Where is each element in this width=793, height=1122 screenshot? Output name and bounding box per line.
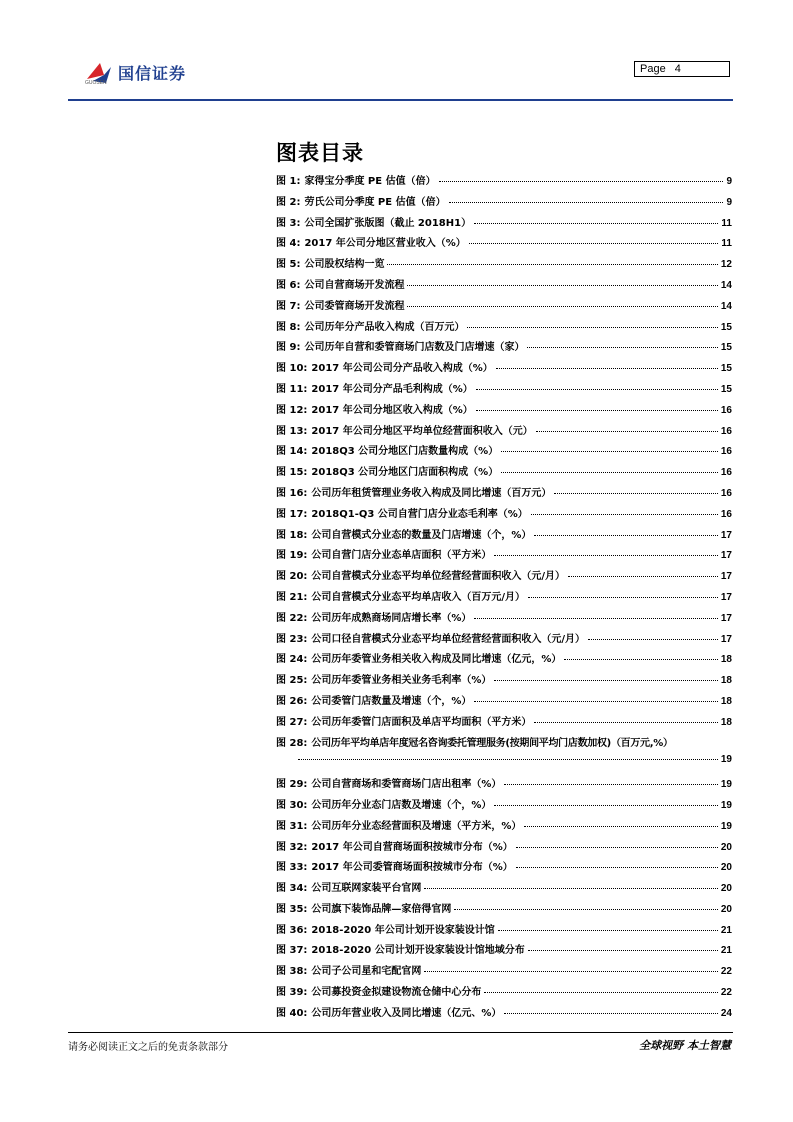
- toc-entry[interactable]: [276, 505, 732, 526]
- toc-entry[interactable]: [276, 442, 732, 463]
- toc-figure-number: 图 21:: [276, 591, 308, 603]
- toc-figure-title: 公司自营商场开发流程: [304, 279, 405, 291]
- toc-figure-number: 图 18:: [276, 529, 308, 541]
- toc-entry[interactable]: [276, 900, 732, 921]
- toc-figure-title: 公司历年委管业务相关收入构成及同比增速（亿元，%）: [311, 654, 562, 666]
- toc-figure-number: 图 23:: [276, 633, 308, 645]
- company-logo: [84, 57, 204, 87]
- toc-figure-number: 图 38:: [276, 966, 308, 978]
- toc-leader-dots: [474, 618, 717, 619]
- toc-leader-dots: [588, 639, 718, 640]
- toc-leader-dots: [564, 659, 717, 660]
- toc-figure-number: 图 24:: [276, 654, 308, 666]
- toc-figure-title: 公司历年分业态门店数及增速（个，%）: [311, 799, 492, 811]
- toc-entry[interactable]: [276, 962, 732, 983]
- toc-page-number: 19: [720, 754, 732, 766]
- page-indicator: [634, 61, 730, 77]
- toc-page-number: 15: [720, 321, 732, 333]
- toc-entry[interactable]: [276, 630, 732, 651]
- toc-figure-number: 图 27:: [276, 716, 308, 728]
- toc-entry[interactable]: [276, 318, 732, 339]
- toc-figure-title: 公司子公司星和宅配官网: [311, 966, 422, 978]
- toc-leader-dots: [449, 202, 724, 203]
- toc-leader-dots: [407, 285, 717, 286]
- toc-entry[interactable]: [276, 879, 732, 900]
- toc-figure-title: 公司历年自营和委管商场门店数及门店增速（家）: [304, 342, 525, 354]
- page-title: 图表目录: [276, 141, 364, 165]
- toc-page-number: 19: [720, 820, 732, 832]
- toc-page-number: 18: [720, 716, 732, 728]
- toc-figure-number: 图 15:: [276, 467, 308, 479]
- toc-figure-title: 公司自营模式分业态的数量及门店增速（个，%）: [311, 529, 532, 541]
- toc-entry[interactable]: [276, 671, 732, 692]
- toc-leader-dots: [476, 410, 718, 411]
- toc-entry[interactable]: [276, 775, 732, 796]
- toc-leader-dots: [474, 701, 717, 702]
- toc-figure-title: 公司募投资金拟建设物流仓储中心分布: [311, 987, 482, 999]
- toc-entry[interactable]: [276, 817, 732, 838]
- toc-figure-title: 公司历年委管业务相关业务毛利率（%）: [311, 675, 492, 687]
- toc-entry[interactable]: [276, 380, 732, 401]
- toc-figure-number: 图 8:: [276, 321, 301, 333]
- toc-leader-dots: [501, 472, 718, 473]
- toc-leader-dots: [424, 971, 717, 972]
- toc-leader-dots: [467, 327, 717, 328]
- toc-figure-number: 图 28:: [276, 737, 308, 749]
- toc-entry[interactable]: [276, 692, 732, 713]
- company-name-en: GUOSEN: [85, 80, 107, 86]
- toc-figure-number: 图 37:: [276, 945, 308, 957]
- toc-figure-number: 图 12:: [276, 404, 308, 416]
- toc-leader-dots: [494, 680, 717, 681]
- toc-leader-dots: [528, 597, 718, 598]
- toc-entry[interactable]: [276, 338, 732, 359]
- toc-entry[interactable]: [276, 650, 732, 671]
- toc-figure-title: 公司历年分业态经营面积及增速（平方米，%）: [311, 820, 522, 832]
- page-number: 4: [674, 63, 681, 75]
- toc-entry[interactable]: [276, 588, 732, 609]
- toc-page-number: 16: [720, 467, 732, 479]
- toc-page-number: 9: [726, 196, 732, 208]
- toc-page-number: 17: [720, 591, 732, 603]
- toc-leader-dots: [498, 930, 718, 931]
- toc-figure-title: 公司互联网家装平台官网: [311, 883, 422, 895]
- toc-page-number: 12: [720, 259, 732, 271]
- toc-figure-number: 图 14:: [276, 446, 308, 458]
- toc-figure-number: 图 34:: [276, 883, 308, 895]
- toc-figure-title: 公司历年平均单店年度冠名咨询委托管理服务(按期间平均门店数加权)（百万元,%）: [311, 737, 673, 749]
- toc-figure-number: 图 10:: [276, 363, 308, 375]
- toc-leader-dots: [534, 722, 717, 723]
- toc-entry[interactable]: [276, 422, 732, 443]
- toc-entry[interactable]: [276, 858, 732, 879]
- toc-figure-title: 公司自营模式分业态平均单店收入（百万元/月）: [311, 591, 526, 603]
- footer-divider: [68, 1032, 733, 1033]
- toc-leader-dots: [527, 347, 717, 348]
- toc-page-number: 20: [720, 903, 732, 915]
- toc-page-number: 17: [720, 550, 732, 562]
- toc-page-number: 21: [720, 945, 732, 957]
- toc-page-number: 22: [720, 966, 732, 978]
- toc-figure-number: 图 4:: [276, 238, 301, 250]
- toc-figure-number: 图 5:: [276, 259, 301, 271]
- toc-figure-title: 2018Q1-Q3 公司自营门店分业态毛利率（%）: [311, 508, 528, 520]
- toc-figure-title: 2017 年公司分地区平均单位经营面积收入（元）: [311, 425, 533, 437]
- toc-entry[interactable]: [276, 921, 732, 942]
- toc-figure-title: 2017 年公司分地区收入构成（%）: [311, 404, 473, 416]
- toc-leader-dots: [298, 759, 718, 760]
- toc-figure-number: 图 9:: [276, 342, 301, 354]
- toc-page-number: 11: [721, 238, 732, 250]
- toc-figure-title: 公司历年营业收入及同比增速（亿元、%）: [311, 1007, 502, 1019]
- toc-figure-title: 劳氏公司分季度 PE 估值（倍）: [304, 196, 446, 208]
- toc-leader-dots: [554, 493, 717, 494]
- toc-entry[interactable]: [276, 297, 732, 318]
- toc-entry[interactable]: [276, 401, 732, 422]
- toc-entry[interactable]: [276, 255, 732, 276]
- toc-figure-number: 图 11:: [276, 383, 308, 395]
- toc-leader-dots: [494, 555, 717, 556]
- toc-figure-number: 图 30:: [276, 799, 308, 811]
- toc-figure-number: 图 32:: [276, 841, 308, 853]
- toc-page-number: 22: [720, 987, 732, 999]
- toc-leader-dots: [504, 1013, 717, 1014]
- toc-figure-title: 公司历年成熟商场同店增长率（%）: [311, 612, 472, 624]
- toc-page-number: 20: [720, 841, 732, 853]
- toc-entry[interactable]: [276, 983, 732, 1004]
- toc-figure-number: 图 31:: [276, 820, 308, 832]
- toc-figure-title: 公司历年委管门店面积及单店平均面积（平方米）: [311, 716, 532, 728]
- toc-leader-dots: [536, 431, 718, 432]
- toc-entry[interactable]: [276, 193, 732, 214]
- toc-entry[interactable]: [276, 734, 732, 776]
- toc-leader-dots: [454, 909, 717, 910]
- toc-figure-number: 图 1:: [276, 176, 301, 187]
- toc-page-number: 17: [720, 633, 732, 645]
- toc-figure-title: 2018-2020 年公司计划开设家装设计馆: [311, 924, 495, 936]
- toc-figure-title: 公司自营模式分业态平均单位经营经营面积收入（元/月）: [311, 571, 566, 583]
- toc-figure-title: 公司自营商场和委管商场门店出租率（%）: [311, 779, 502, 791]
- company-name: 国信证券: [118, 64, 187, 83]
- toc-page-number: 11: [721, 217, 732, 229]
- toc-page-number: 15: [720, 363, 732, 375]
- toc-figure-title: 家得宝分季度 PE 估值（倍）: [304, 176, 436, 187]
- toc-figure-number: 图 7:: [276, 300, 301, 312]
- toc-figure-title: 2017 年公司自营商场面积按城市分布（%）: [311, 841, 513, 853]
- toc-page-number: 21: [720, 924, 732, 936]
- toc-figure-number: 图 16:: [276, 487, 308, 499]
- footer-slogan: 全球视野 本土智慧: [639, 1039, 731, 1052]
- toc-page-number: 9: [726, 176, 732, 187]
- toc-leader-dots: [534, 535, 717, 536]
- toc-leader-dots: [568, 576, 718, 577]
- toc-leader-dots: [496, 368, 718, 369]
- toc-entry[interactable]: [276, 567, 732, 588]
- toc-figure-number: 图 26:: [276, 695, 308, 707]
- toc-page-number: 18: [720, 675, 732, 687]
- toc-figure-number: 图 20:: [276, 571, 308, 583]
- toc-page-number: 18: [720, 695, 732, 707]
- toc-figure-title: 2017 年公司公司分产品收入构成（%）: [311, 363, 493, 375]
- toc-page-number: 16: [720, 508, 732, 520]
- toc-figure-number: 图 19:: [276, 550, 308, 562]
- toc-figure-number: 图 33:: [276, 862, 308, 874]
- toc-page-number: 15: [720, 383, 732, 395]
- toc-page-number: 16: [720, 425, 732, 437]
- toc-figure-number: 图 35:: [276, 903, 308, 915]
- toc-leader-dots: [494, 805, 717, 806]
- toc-entry[interactable]: [276, 796, 732, 817]
- toc-page-number: 19: [720, 799, 732, 811]
- toc-leader-dots: [407, 306, 717, 307]
- toc-entry[interactable]: [276, 546, 732, 567]
- toc-leader-dots: [516, 867, 718, 868]
- toc-page-number: 20: [720, 883, 732, 895]
- toc-figure-title: 公司股权结构一览: [304, 259, 385, 271]
- toc-leader-dots: [439, 181, 724, 182]
- header-divider: [68, 99, 733, 101]
- toc-figure-number: 图 39:: [276, 987, 308, 999]
- toc-page-number: 20: [720, 862, 732, 874]
- toc-leader-dots: [516, 847, 718, 848]
- toc-page-number: 16: [720, 404, 732, 416]
- toc-leader-dots: [501, 451, 718, 452]
- toc-page-number: 17: [720, 529, 732, 541]
- toc-figure-title: 公司委管商场开发流程: [304, 300, 405, 312]
- toc-entry[interactable]: [276, 838, 732, 859]
- toc-leader-dots: [469, 243, 719, 244]
- toc-leader-dots: [387, 264, 717, 265]
- toc-leader-dots: [528, 950, 718, 951]
- figure-index: [276, 172, 732, 1025]
- toc-leader-dots: [474, 223, 718, 224]
- toc-figure-title: 公司委管门店数量及增速（个，%）: [311, 695, 472, 707]
- page-label: Page: [640, 63, 666, 75]
- toc-leader-dots: [424, 888, 717, 889]
- toc-entry[interactable]: [276, 359, 732, 380]
- toc-leader-dots: [476, 389, 718, 390]
- toc-entry[interactable]: [276, 276, 732, 297]
- toc-page-number: 24: [720, 1007, 732, 1019]
- toc-figure-title: 2017 年公司分地区营业收入（%）: [304, 238, 466, 250]
- toc-leader-dots: [504, 784, 717, 785]
- toc-page-number: 14: [720, 279, 732, 291]
- toc-leader-dots: [524, 826, 717, 827]
- toc-page-number: 19: [720, 779, 732, 791]
- toc-page-number: 14: [720, 300, 732, 312]
- toc-entry[interactable]: [276, 941, 732, 962]
- toc-page-number: 17: [720, 571, 732, 583]
- toc-page-number: 16: [720, 487, 732, 499]
- toc-figure-number: 图 36:: [276, 924, 308, 936]
- toc-entry[interactable]: [276, 1004, 732, 1025]
- toc-figure-title: 公司口径自营模式分业态平均单位经营经营面积收入（元/月）: [311, 633, 586, 645]
- toc-page-number: 18: [720, 654, 732, 666]
- toc-entry[interactable]: [276, 172, 732, 193]
- toc-figure-title: 2017 年公司分产品毛利构成（%）: [311, 383, 473, 395]
- toc-entry[interactable]: [276, 484, 732, 505]
- toc-figure-number: 图 3:: [276, 217, 301, 229]
- toc-figure-title: 公司自营门店分业态单店面积（平方米）: [311, 550, 492, 562]
- toc-figure-title: 公司全国扩张版图（截止 2018H1）: [304, 217, 472, 229]
- toc-figure-title: 公司历年租赁管理业务收入构成及同比增速（百万元）: [311, 487, 552, 499]
- toc-entry[interactable]: [276, 214, 732, 235]
- toc-page-number: 16: [720, 446, 732, 458]
- toc-leader-dots: [531, 514, 718, 515]
- toc-figure-number: 图 22:: [276, 612, 308, 624]
- toc-figure-title: 公司旗下装饰品牌—家倍得官网: [311, 903, 452, 915]
- toc-entry[interactable]: [276, 234, 732, 255]
- toc-entry[interactable]: [276, 526, 732, 547]
- toc-figure-title: 公司历年分产品收入构成（百万元）: [304, 321, 465, 333]
- toc-page-number: 15: [720, 342, 732, 354]
- toc-figure-number: 图 13:: [276, 425, 308, 437]
- toc-entry[interactable]: [276, 713, 732, 734]
- footer-disclaimer: 请务必阅读正文之后的免责条款部分: [68, 1042, 228, 1053]
- toc-figure-number: 图 40:: [276, 1007, 308, 1019]
- toc-figure-title: 2018-2020 公司计划开设家装设计馆地域分布: [311, 945, 525, 957]
- toc-entry[interactable]: [276, 609, 732, 630]
- toc-leader-dots: [484, 992, 717, 993]
- toc-figure-number: 图 6:: [276, 279, 301, 291]
- toc-figure-number: 图 25:: [276, 675, 308, 687]
- toc-figure-number: 图 17:: [276, 508, 308, 520]
- toc-entry[interactable]: [276, 463, 732, 484]
- toc-figure-title: 2018Q3 公司分地区门店数量构成（%）: [311, 446, 499, 458]
- toc-figure-number: 图 2:: [276, 196, 301, 208]
- toc-page-number: 17: [720, 612, 732, 624]
- toc-figure-title: 2018Q3 公司分地区门店面积构成（%）: [311, 467, 499, 479]
- toc-figure-number: 图 29:: [276, 779, 308, 791]
- toc-figure-title: 2017 年公司委管商场面积按城市分布（%）: [311, 862, 513, 874]
